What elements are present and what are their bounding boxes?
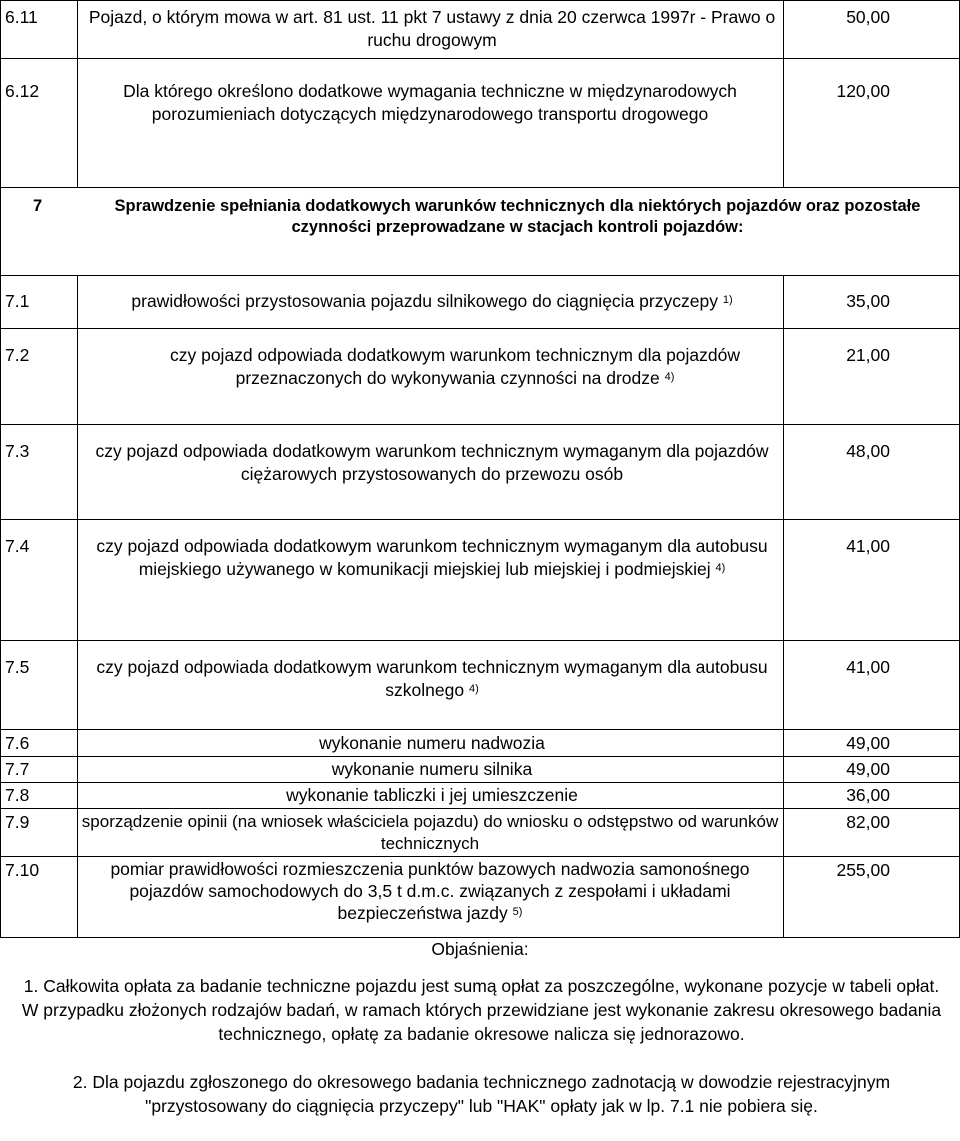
row-number: 7.2 [5,345,30,365]
row-number: 7.5 [5,657,30,677]
row-description: Dla którego określono dodatkowe wymagania techniczne w międzynarodowych porozumieniach dotyczących międzynarodowego transportu drogowego [123,81,737,124]
table-rule [0,808,960,809]
row-number: 6.12 [5,81,40,101]
row-number: 6.11 [5,7,38,27]
table-rule [0,729,960,730]
row-number: 7.1 [5,291,30,311]
row-description: czy pojazd odpowiada dodatkowym warunkom technicznym wymaganym dla autobusu miejskiego używanego w komunikacji miejskiej lub miejskiej i podmiejskiej [96,536,768,579]
table-rule [783,0,784,187]
footnote-ref: 4) [468,682,479,695]
table-rule [0,756,960,757]
table-rule [0,782,960,783]
table-rule [783,275,784,937]
row-description: prawidłowości przystosowania pojazdu silnikowego do ciągnięcia przyczepy [131,291,718,311]
row-description: wykonanie numeru silnika [331,759,533,779]
section-title: Sprawdzenie spełniania dodatkowych warunków technicznych dla niektórych pojazdów oraz pozostałe czynności przeprowadzane w stacjach kontroli pojazdów: [114,197,921,237]
row-number: 7.6 [5,733,30,753]
row-fee: 120,00 [836,81,890,101]
table-rule [77,0,78,187]
row-description: czy pojazd odpowiada dodatkowym warunkom technicznym wymaganym dla pojazdów ciężarowych przystosowanych do przewozu osób [95,441,769,484]
row-number: 7.3 [5,441,30,461]
footnote-ref: 4) [664,370,675,383]
row-fee: 82,00 [846,812,890,832]
footnote-ref: 5) [512,905,523,918]
section-number: 7 [33,197,43,215]
row-fee: 21,00 [846,345,890,365]
explanations-heading: Objaśnienia: [431,939,529,959]
row-description: czy pojazd odpowiada dodatkowym warunkom technicznym wymaganym dla autobusu szkolnego [96,657,768,700]
row-fee: 50,00 [846,7,890,27]
row-number: 7.9 [5,812,30,832]
table-rule [0,187,960,188]
row-fee: 41,00 [846,657,890,677]
row-number: 7.4 [5,536,30,556]
row-description: czy pojazd odpowiada dodatkowym warunkom technicznym dla pojazdów przeznaczonych do wykonywania czynności na drodze [169,345,741,388]
row-description: sporządzenie opinii (na wniosek właściciela pojazdu) do wniosku o odstępstwo od warunków technicznych [81,812,779,854]
table-rule [0,640,960,641]
row-number: 7.7 [5,759,30,779]
row-fee: 48,00 [846,441,890,461]
row-fee: 35,00 [846,291,890,311]
footnote-ref: 1) [722,294,733,306]
table-rule [0,424,960,425]
row-description: pomiar prawidłowości rozmieszczenia punktów bazowych nadwozia samonośnego pojazdów samochodowych do 3,5 t d.m.c. związanych z zespołami i układami bezpieczeństwa jazdy [110,859,750,923]
explanation-note: 1. Całkowita opłata za badanie techniczne pojazdu jest sumą opłat za poszczególne, wykonane pozycje w tabeli opłat. W przypadku złożonych rodzajów badań, w ramach których przewidziane jest wykonanie zakresu okresowego badania technicznego, opłatę za badanie okresowe nalicza się jednorazowo. [21,976,942,1044]
table-rule [0,856,960,857]
table-rule [0,0,1,937]
row-description: Pojazd, o którym mowa w art. 81 ust. 11 pkt 7 ustawy z dnia 20 czerwca 1997r - Prawo o ruchu drogowym [88,7,776,50]
row-number: 7.8 [5,785,30,805]
footnote-ref: 4) [715,561,726,574]
explanation-note: 2. Dla pojazdu zgłoszonego do okresowego badania technicznego zadnotacją w dowodzie rejestracyjnym "przystosowany do ciągnięcia przyczepy" lub "HAK" opłaty jak w lp. 7.1 nie pobiera się. [72,1072,891,1116]
row-description: wykonanie numeru nadwozia [319,733,545,753]
row-fee: 36,00 [846,785,890,805]
row-fee: 49,00 [846,733,890,753]
table-rule [0,328,960,329]
table-rule [0,275,960,276]
table-rule [0,519,960,520]
row-number: 7.10 [5,860,40,880]
row-fee: 49,00 [846,759,890,779]
row-fee: 41,00 [846,536,890,556]
table-rule [0,58,960,59]
table-rule [0,0,960,1]
row-fee: 255,00 [836,860,890,880]
row-description: wykonanie tabliczki i jej umieszczenie [286,785,578,805]
